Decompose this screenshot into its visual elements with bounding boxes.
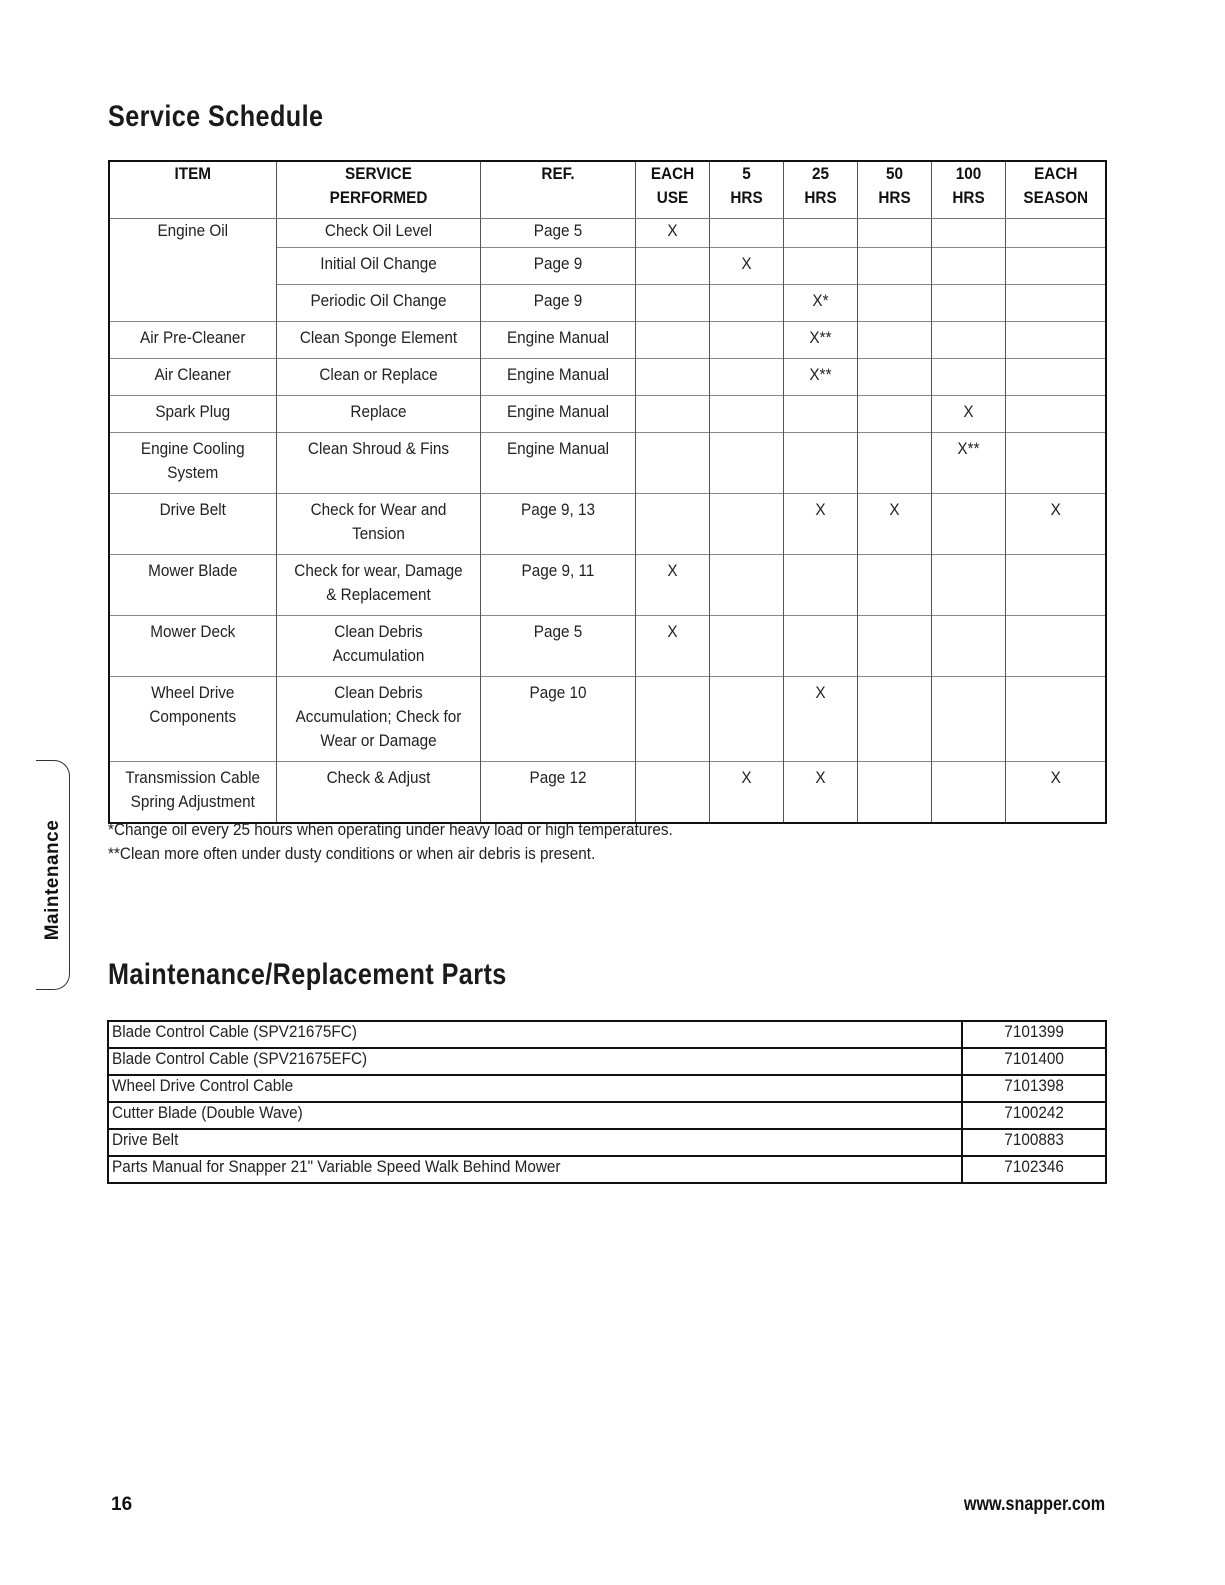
schedule-header-cell: [709, 161, 783, 219]
schedule-service: Check & Adjust: [326, 768, 430, 787]
schedule-interval-cell: [783, 677, 857, 762]
schedule-interval-cell: [709, 677, 783, 762]
schedule-item-cell: [109, 762, 276, 824]
schedule-row: [109, 494, 1106, 555]
schedule-interval-cell: [931, 396, 1005, 433]
header-text: ITEM: [174, 164, 212, 183]
schedule-interval-cell: [635, 433, 709, 494]
schedule-row: [109, 616, 1106, 677]
schedule-interval-cell: [709, 322, 783, 359]
schedule-service: Replace: [349, 402, 407, 421]
schedule-header-row: [109, 161, 1106, 219]
parts-row: [108, 1075, 1106, 1102]
footnote-cleaning: **Clean more often under dusty conditions or when air debris is present.: [108, 844, 596, 863]
parts-row: [108, 1129, 1106, 1156]
parts-row: [108, 1021, 1106, 1048]
page-number: 16: [111, 1494, 133, 1515]
header-text: HRS: [877, 188, 911, 207]
schedule-interval-cell: [783, 494, 857, 555]
schedule-interval-cell: [783, 616, 857, 677]
schedule-service: Periodic Oil Change: [309, 291, 447, 310]
schedule-interval-cell: [783, 762, 857, 824]
schedule-row: [109, 322, 1106, 359]
schedule-ref-cell: [480, 616, 635, 677]
interval-mark: X: [666, 622, 678, 641]
schedule-item-cell: [109, 219, 276, 248]
interval-mark: X: [814, 768, 826, 787]
schedule-service: Initial Oil Change: [319, 254, 437, 273]
schedule-row: [109, 219, 1106, 248]
schedule-item: Transmission Cable Spring Adjustment: [125, 768, 261, 811]
part-description-cell: [108, 1156, 962, 1183]
schedule-interval-cell: [857, 494, 931, 555]
part-description-cell: [108, 1021, 962, 1048]
schedule-interval-cell: [1005, 359, 1106, 396]
schedule-interval-cell: [635, 359, 709, 396]
schedule-interval-cell: [783, 555, 857, 616]
schedule-row: [109, 433, 1106, 494]
schedule-interval-cell: [931, 322, 1005, 359]
schedule-ref: Engine Manual: [506, 402, 609, 421]
schedule-ref: Page 10: [528, 683, 587, 702]
schedule-item: Air Cleaner: [154, 365, 232, 384]
header-text: SERVICE: [344, 164, 412, 183]
schedule-ref-cell: [480, 762, 635, 824]
schedule-ref: Page 5: [533, 622, 582, 641]
schedule-service-cell: [276, 285, 480, 322]
schedule-interval-cell: [709, 285, 783, 322]
schedule-interval-cell: [931, 248, 1005, 285]
schedule-header-cell: [931, 161, 1005, 219]
schedule-item-cell: [109, 555, 276, 616]
schedule-item-cell: [109, 359, 276, 396]
part-number: 7100242: [1004, 1103, 1064, 1122]
schedule-interval-cell: [635, 555, 709, 616]
schedule-interval-cell: [635, 616, 709, 677]
interval-mark: X: [666, 561, 678, 580]
part-number-cell: [962, 1129, 1106, 1156]
schedule-interval-cell: [783, 322, 857, 359]
schedule-interval-cell: [1005, 396, 1106, 433]
schedule-interval-cell: [1005, 762, 1106, 824]
schedule-ref: Engine Manual: [506, 365, 609, 384]
footnote-oil: *Change oil every 25 hours when operating under heavy load or high temperatures.: [108, 820, 673, 839]
schedule-row: [109, 396, 1106, 433]
schedule-ref: Page 9: [533, 254, 582, 273]
schedule-ref: Engine Manual: [506, 439, 609, 458]
schedule-interval-cell: [635, 248, 709, 285]
schedule-item-cell: [109, 285, 276, 322]
interval-mark: X**: [808, 365, 832, 384]
parts-row: [108, 1048, 1106, 1075]
schedule-item: Mower Blade: [148, 561, 238, 580]
schedule-interval-cell: [1005, 616, 1106, 677]
schedule-header-cell: [109, 161, 276, 219]
schedule-interval-cell: [1005, 219, 1106, 248]
schedule-interval-cell: [1005, 555, 1106, 616]
interval-mark: X**: [956, 439, 980, 458]
parts-table: [107, 1020, 1107, 1184]
schedule-interval-cell: [1005, 322, 1106, 359]
interval-mark: X: [888, 500, 900, 519]
part-number: 7101400: [1004, 1049, 1064, 1068]
part-number: 7101398: [1004, 1076, 1064, 1095]
header-text: HRS: [729, 188, 763, 207]
schedule-ref: Page 9, 13: [520, 500, 595, 519]
part-description: Cutter Blade (Double Wave): [112, 1103, 303, 1122]
schedule-interval-cell: [709, 555, 783, 616]
schedule-interval-cell: [783, 359, 857, 396]
schedule-interval-cell: [931, 359, 1005, 396]
interval-mark: X: [1050, 500, 1061, 519]
schedule-service-cell: [276, 219, 480, 248]
schedule-interval-cell: [857, 762, 931, 824]
schedule-interval-cell: [709, 433, 783, 494]
schedule-interval-cell: [931, 616, 1005, 677]
schedule-item: Spark Plug: [155, 402, 231, 421]
schedule-ref: Page 12: [528, 768, 587, 787]
schedule-service-cell: [276, 322, 480, 359]
schedule-interval-cell: [931, 494, 1005, 555]
schedule-item: Engine Oil: [157, 221, 229, 240]
schedule-service-cell: [276, 494, 480, 555]
header-text: EACH: [1033, 164, 1077, 183]
schedule-interval-cell: [857, 285, 931, 322]
part-description: Blade Control Cable (SPV21675FC): [112, 1022, 357, 1041]
part-description-cell: [108, 1048, 962, 1075]
header-text: PERFORMED: [329, 188, 427, 207]
schedule-item-cell: [109, 616, 276, 677]
schedule-interval-cell: [709, 616, 783, 677]
schedule-interval-cell: [635, 396, 709, 433]
schedule-interval-cell: [635, 285, 709, 322]
part-number-cell: [962, 1048, 1106, 1075]
schedule-item: Drive Belt: [159, 500, 226, 519]
schedule-item-cell: [109, 433, 276, 494]
schedule-interval-cell: [857, 219, 931, 248]
schedule-interval-cell: [931, 677, 1005, 762]
schedule-row: [109, 359, 1106, 396]
header-text: HRS: [951, 188, 985, 207]
schedule-interval-cell: [709, 762, 783, 824]
schedule-ref-cell: [480, 494, 635, 555]
schedule-ref-cell: [480, 285, 635, 322]
part-description-cell: [108, 1102, 962, 1129]
interval-mark: X: [814, 683, 826, 702]
schedule-interval-cell: [709, 494, 783, 555]
schedule-interval-cell: [1005, 433, 1106, 494]
schedule-header-cell: [1005, 161, 1106, 219]
schedule-service-cell: [276, 677, 480, 762]
part-description-cell: [108, 1075, 962, 1102]
schedule-interval-cell: [1005, 285, 1106, 322]
header-text: HRS: [803, 188, 837, 207]
schedule-header-cell: [857, 161, 931, 219]
service-schedule-title: Service Schedule: [108, 100, 324, 133]
schedule-service-cell: [276, 555, 480, 616]
schedule-service-cell: [276, 248, 480, 285]
interval-mark: X: [740, 254, 752, 273]
schedule-interval-cell: [709, 396, 783, 433]
side-tab-label: Maintenance: [42, 819, 63, 941]
schedule-service: Clean Debris Accumulation; Check for Wear or Damage: [295, 683, 461, 750]
schedule-service-cell: [276, 433, 480, 494]
schedule-interval-cell: [931, 555, 1005, 616]
schedule-ref: Page 9, 11: [521, 561, 594, 580]
schedule-interval-cell: [857, 359, 931, 396]
schedule-interval-cell: [931, 285, 1005, 322]
schedule-service: Clean Shroud & Fins: [307, 439, 449, 458]
schedule-interval-cell: [783, 396, 857, 433]
parts-row: [108, 1156, 1106, 1183]
schedule-header-cell: [635, 161, 709, 219]
schedule-interval-cell: [709, 359, 783, 396]
schedule-interval-cell: [857, 433, 931, 494]
header-text: 100: [955, 164, 981, 183]
interval-mark: X: [740, 768, 752, 787]
header-text: SEASON: [1022, 188, 1088, 207]
schedule-row: [109, 555, 1106, 616]
schedule-interval-cell: [783, 433, 857, 494]
schedule-interval-cell: [857, 322, 931, 359]
schedule-service-cell: [276, 616, 480, 677]
schedule-ref-cell: [480, 677, 635, 762]
schedule-ref-cell: [480, 219, 635, 248]
part-description: Drive Belt: [112, 1130, 179, 1149]
part-number-cell: [962, 1156, 1106, 1183]
schedule-interval-cell: [783, 248, 857, 285]
header-text: USE: [656, 188, 688, 207]
schedule-interval-cell: [635, 494, 709, 555]
header-text: EACH: [650, 164, 694, 183]
schedule-header-cell: [276, 161, 480, 219]
interval-mark: X: [666, 221, 678, 240]
schedule-interval-cell: [1005, 248, 1106, 285]
part-number-cell: [962, 1102, 1106, 1129]
schedule-item-cell: [109, 677, 276, 762]
schedule-interval-cell: [635, 322, 709, 359]
schedule-service: Clean or Replace: [318, 365, 438, 384]
parts-row: [108, 1102, 1106, 1129]
website-url: www.snapper.com: [963, 1494, 1105, 1515]
schedule-item: Wheel Drive Components: [149, 683, 237, 726]
interval-mark: X**: [808, 328, 832, 347]
schedule-item-cell: [109, 322, 276, 359]
schedule-interval-cell: [709, 219, 783, 248]
schedule-ref: Engine Manual: [506, 328, 609, 347]
schedule-row: [109, 285, 1106, 322]
schedule-row: [109, 677, 1106, 762]
schedule-item: Engine Cooling System: [140, 439, 245, 482]
part-description: Blade Control Cable (SPV21675EFC): [112, 1049, 368, 1068]
schedule-interval-cell: [857, 616, 931, 677]
schedule-ref-cell: [480, 396, 635, 433]
schedule-interval-cell: [931, 762, 1005, 824]
schedule-interval-cell: [1005, 494, 1106, 555]
interval-mark: X*: [811, 291, 829, 310]
schedule-item-cell: [109, 396, 276, 433]
part-number: 7100883: [1004, 1130, 1064, 1149]
schedule-item: Air Pre-Cleaner: [140, 328, 246, 347]
schedule-service: Check Oil Level: [324, 221, 432, 240]
part-number: 7102346: [1004, 1157, 1064, 1176]
header-text: 5: [741, 164, 751, 183]
schedule-item: Mower Deck: [150, 622, 236, 641]
parts-title: Maintenance/Replacement Parts: [108, 958, 507, 991]
schedule-service: Check for Wear and Tension: [310, 500, 446, 543]
interval-mark: X: [962, 402, 974, 421]
schedule-ref-cell: [480, 359, 635, 396]
part-description: Parts Manual for Snapper 21" Variable Speed Walk Behind Mower: [112, 1157, 561, 1176]
schedule-interval-cell: [1005, 677, 1106, 762]
part-number-cell: [962, 1021, 1106, 1048]
schedule-interval-cell: [783, 285, 857, 322]
header-text: 50: [885, 164, 903, 183]
part-description-cell: [108, 1129, 962, 1156]
schedule-service-cell: [276, 396, 480, 433]
schedule-interval-cell: [857, 555, 931, 616]
schedule-interval-cell: [709, 248, 783, 285]
schedule-item-cell: [109, 494, 276, 555]
part-number: 7101399: [1004, 1022, 1064, 1041]
schedule-row: [109, 248, 1106, 285]
schedule-ref-cell: [480, 433, 635, 494]
schedule-ref: Page 5: [533, 221, 582, 240]
schedule-ref-cell: [480, 322, 635, 359]
schedule-header-cell: [783, 161, 857, 219]
service-schedule-table: [108, 160, 1107, 824]
schedule-ref-cell: [480, 248, 635, 285]
part-description: Wheel Drive Control Cable: [112, 1076, 294, 1095]
schedule-item-cell: [109, 248, 276, 285]
schedule-ref-cell: [480, 555, 635, 616]
part-number-cell: [962, 1075, 1106, 1102]
schedule-interval-cell: [635, 219, 709, 248]
schedule-service-cell: [276, 762, 480, 824]
schedule-service: Check for wear, Damage & Replacement: [293, 561, 463, 604]
schedule-ref: Page 9: [533, 291, 582, 310]
schedule-header-cell: [480, 161, 635, 219]
interval-mark: X: [814, 500, 826, 519]
schedule-interval-cell: [931, 433, 1005, 494]
interval-mark: X: [1050, 768, 1061, 787]
schedule-service: Clean Sponge Element: [299, 328, 457, 347]
schedule-service: Clean Debris Accumulation: [332, 622, 424, 665]
schedule-interval-cell: [635, 762, 709, 824]
schedule-interval-cell: [635, 677, 709, 762]
schedule-service-cell: [276, 359, 480, 396]
schedule-interval-cell: [931, 219, 1005, 248]
schedule-interval-cell: [857, 677, 931, 762]
header-text: 25: [811, 164, 829, 183]
schedule-interval-cell: [783, 219, 857, 248]
schedule-interval-cell: [857, 248, 931, 285]
header-text: REF.: [540, 164, 575, 183]
schedule-row: [109, 762, 1106, 824]
schedule-interval-cell: [857, 396, 931, 433]
